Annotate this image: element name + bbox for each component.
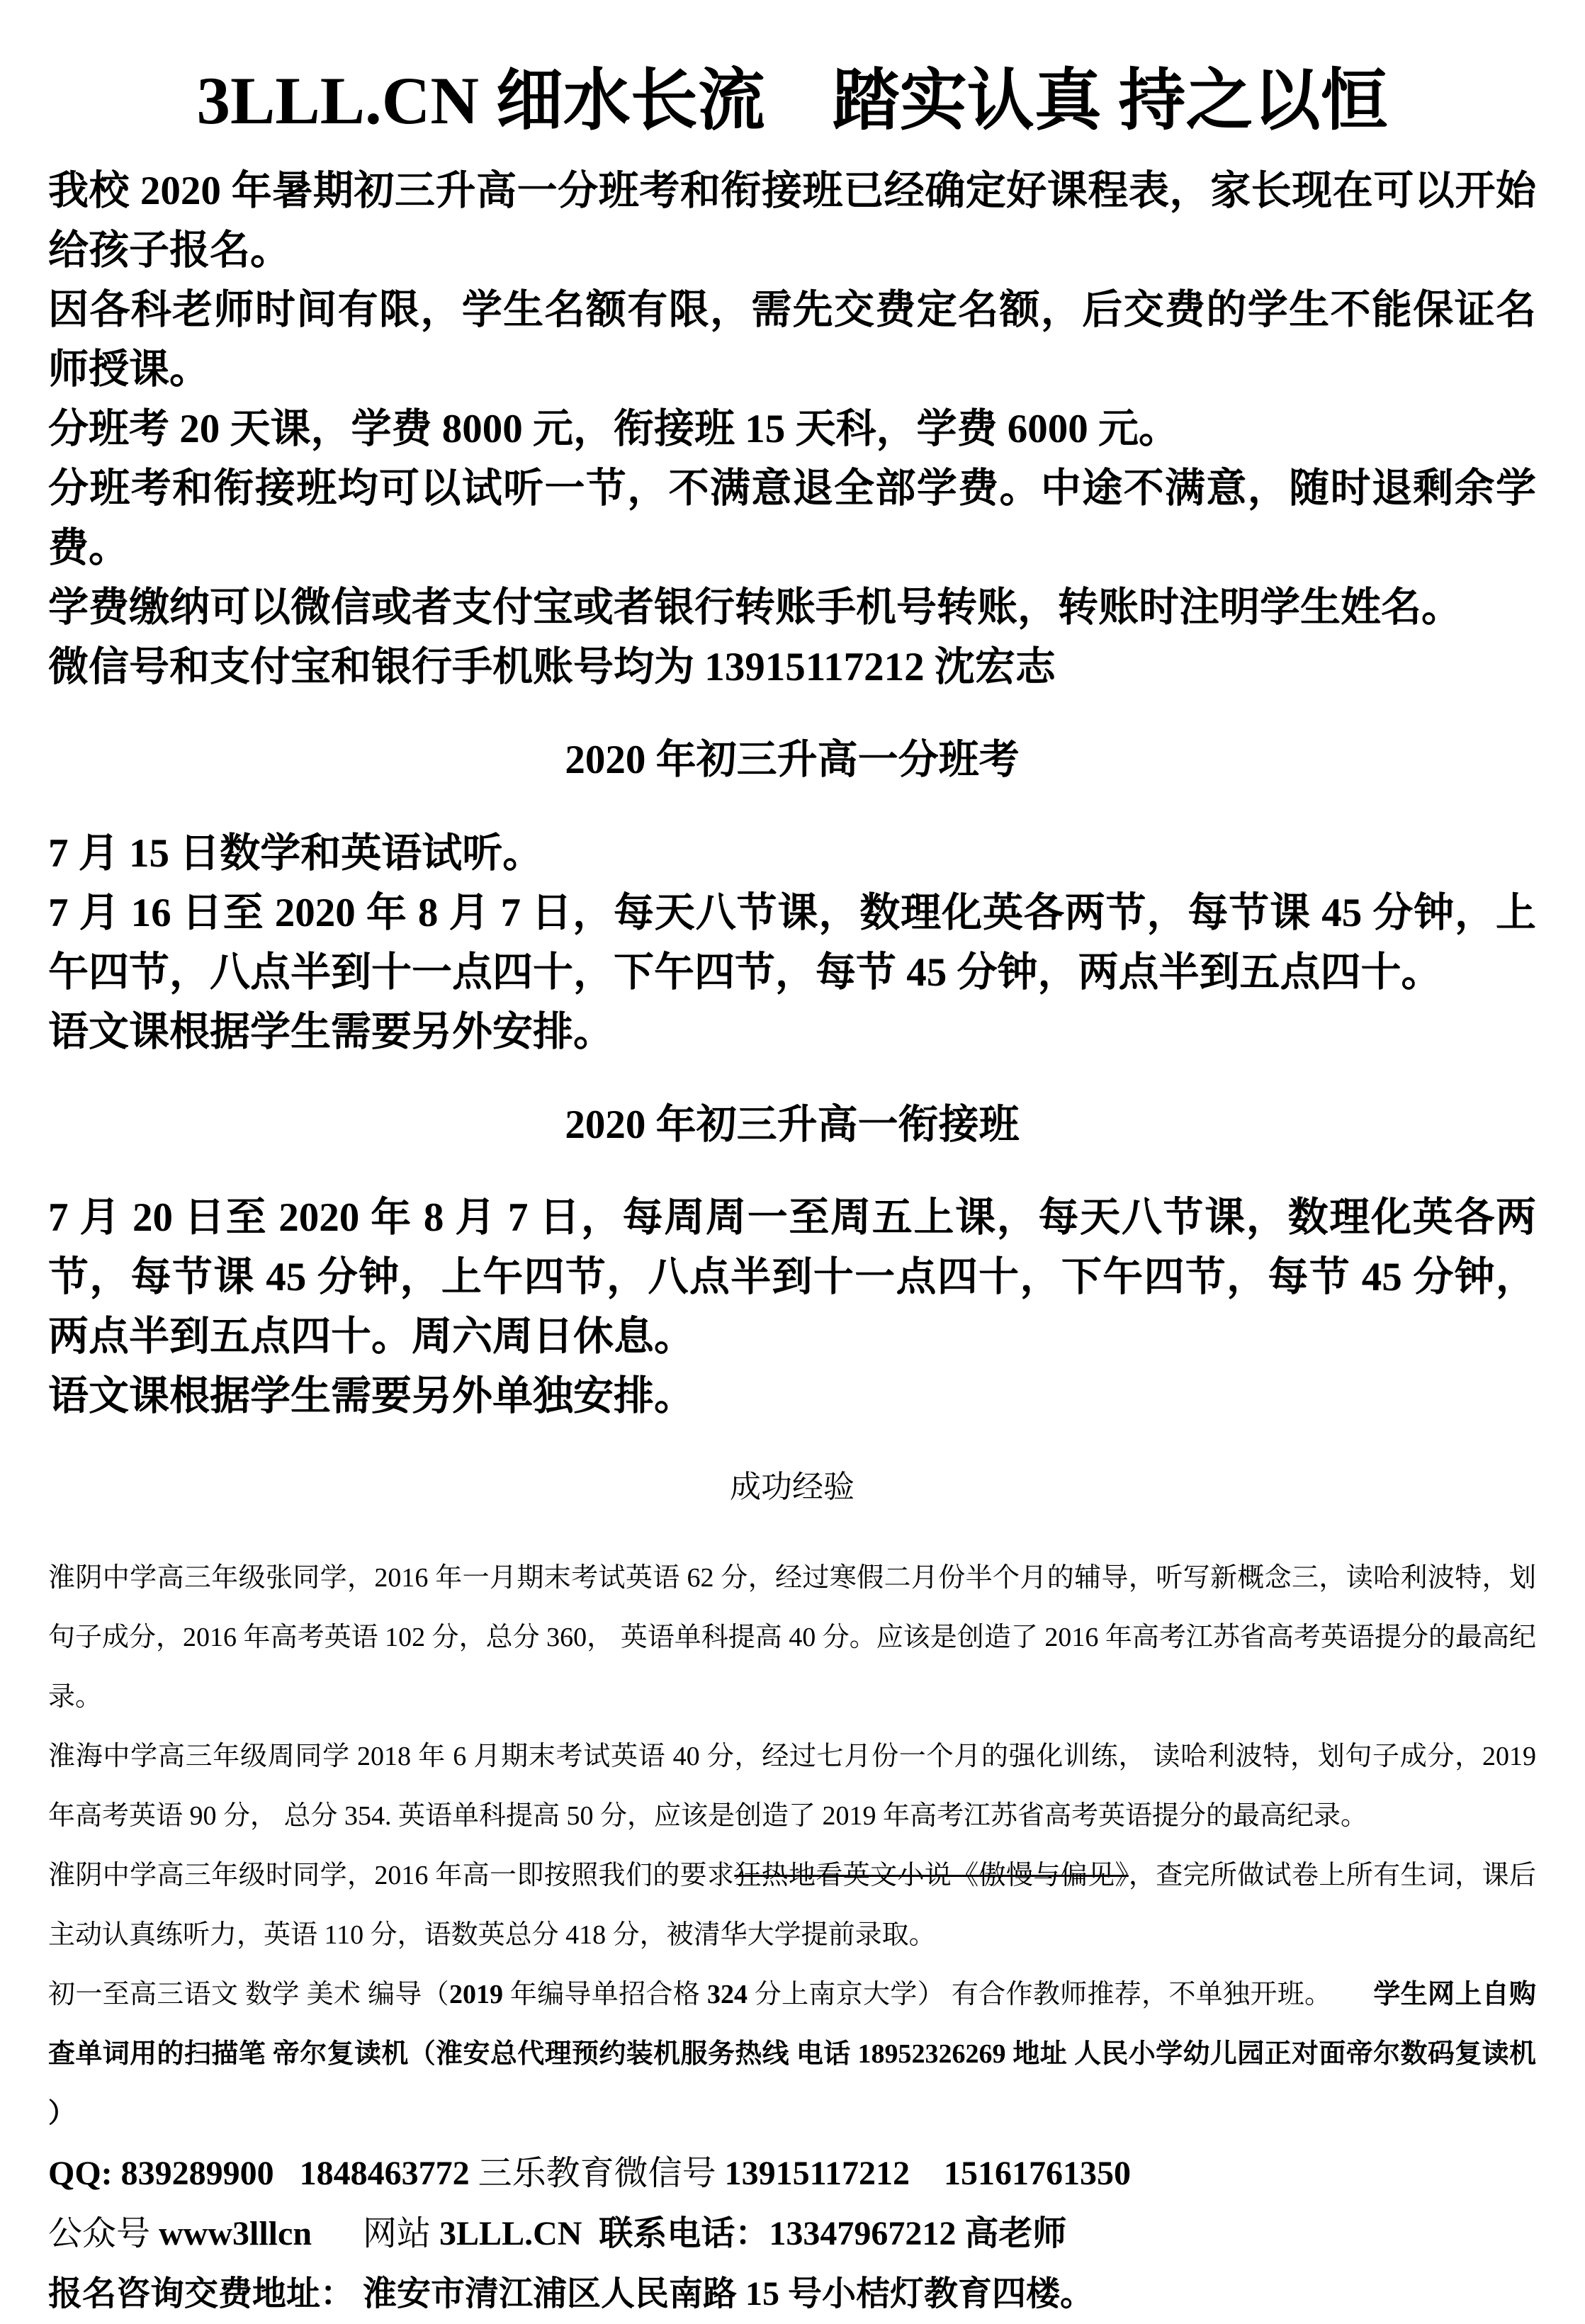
courses-score-number: 324 [706, 1980, 748, 2010]
wechat-label: 三乐教育微信号 [469, 2155, 725, 2193]
contact-qq-wechat-line [48, 2143, 1536, 2204]
website-phone-gap [582, 2215, 599, 2252]
success-story-3-lead: 淮阴中学高三年级时同学，2016 年高一即按照我们的要求 [48, 1861, 735, 1891]
courses-mid-text: 年编导单招合格 [503, 1980, 707, 2010]
paragraph-placement-schedule: 7 月 16 日至 2020 年 8 月 7 日，每天八节课，数理化英各两节，每节课 45 分钟，上午四节，八点半到十一点四十，下午四节，每节 45 分钟，两点半到五点四十。 [48, 890, 1536, 995]
courses-scanner-pen-text: 学生网上自购查单词用的扫描笔 帝尔复读机（淮安总代理预约装机服务热线 电话 18952326269 地址 人民小学幼儿园正对面帝尔数码复读机 ） [48, 1980, 1543, 2129]
success-story-1: 淮阴中学高三年级张同学，2016 年一月期末考试英语 62 分，经过寒假二月份半个月的辅导，听写新概念三，读哈利波特，划句子成分，2016 年高考英语 102 分，总分 360， 英语单科提高 40 分。应该是创造了 2016 年高考江苏省高考英语提分的最高纪录。 [48, 1563, 1536, 1713]
official-account-label: 公众号 [48, 2215, 159, 2253]
paragraph-bridge-schedule: 7 月 20 日至 2020 年 8 月 7 日，每周周一至周五上课，每天八节课，数理化英各两节，每节课 45 分钟，上午四节，八点半到十一点四十，下午四节，每节 45 分钟，两点半到五点四十。周六周日休息。 [48, 1195, 1536, 1360]
paragraph-quota-notice: 因各科老师时间有限，学生名额有限，需先交费定名额，后交费的学生不能保证名师授课。 [48, 288, 1536, 392]
paragraph-payment-methods: 学费缴纳可以微信或者支付宝或者银行转账手机号转账，转账时注明学生姓名。 [48, 585, 1462, 630]
paragraph-other-courses [48, 1965, 1543, 2143]
success-story-2: 淮海中学高三年级周同学 2018 年 6 月期末考试英语 40 分，经过七月份一个月的强化训练， 读哈利波特，划句子成分，2019 年高考英语 90 分， 总分 354. 英语单科提高 50 分，应该是创造了 2019 年高考江苏省高考英语提分的最高纪录。 [48, 1742, 1543, 1832]
paragraph-tuition-fees: 分班考 20 天课，学费 8000 元，衔接班 15 天科，学费 6000 元。 [48, 407, 1179, 451]
paragraph-bridge-chinese-note: 语文课根据学生需要另外单独安排。 [48, 1374, 694, 1419]
courses-year-number: 2019 [449, 1980, 504, 2010]
website-label: 网站 [312, 2215, 440, 2253]
success-story-3-tail: ，查完所做试卷上所有生词，课后主动认真练听力，英语 110 分，语数英总分 418 分，被清华大学提前录取。 [48, 1861, 1536, 1951]
success-story-3 [48, 1846, 1536, 1965]
paragraph-enrollment-open: 我校 2020 年暑期初三升高一分班考和衔接班已经确定好课程表，家长现在可以开始给孩子报名。 [48, 169, 1536, 273]
flyer-document [0, 53, 1585, 2313]
paragraph-placement-trial: 7 月 15 日数学和英语试听。 [48, 830, 543, 876]
paragraph-placement-chinese-note: 语文课根据学生需要另外安排。 [48, 1009, 614, 1054]
paragraph-refund-policy: 分班考和衔接班均可以试听一节，不满意退全部学费。中途不满意，随时退剩余学费。 [48, 466, 1536, 570]
contact-website-line [48, 2204, 1536, 2264]
section-heading-bridge-class: 2020 年初三升高一衔接班 [565, 1102, 1020, 1147]
section-heading-placement-exam: 2020 年初三升高一分班考 [565, 738, 1020, 783]
contact-phone-teacher: 联系电话：13347967212 高老师 [599, 2215, 1067, 2253]
section-heading-success-stories: 成功经验 [730, 1470, 854, 1505]
courses-list-text: 初一至高三语文 数学 美术 编导（ [48, 1980, 450, 2010]
page-title: 3LLL.CN 细水长流 踏实认真 持之以恒 [196, 63, 1388, 138]
website-value: 3LLL.CN [439, 2215, 582, 2253]
courses-note-text: 分上南京大学） 有合作教师推荐，不单独开班。 [747, 1980, 1374, 2010]
paragraph-payment-account: 微信号和支付宝和银行手机账号均为 13915117212 沈宏志 [48, 645, 1056, 689]
contact-address-line: 报名咨询交费地址： 淮安市清江浦区人民南路 15 号小桔灯教育四楼。 [48, 2275, 1095, 2313]
official-account-value: www3lllcn [159, 2215, 312, 2253]
qq-numbers: QQ: 839289900 1848463772 [48, 2155, 470, 2193]
wechat-numbers: 13915117212 15161761350 [724, 2155, 1132, 2193]
success-story-3-strikethrough-text: 狂热地看英文小说《傲慢与偏见》 [734, 1861, 1129, 1891]
